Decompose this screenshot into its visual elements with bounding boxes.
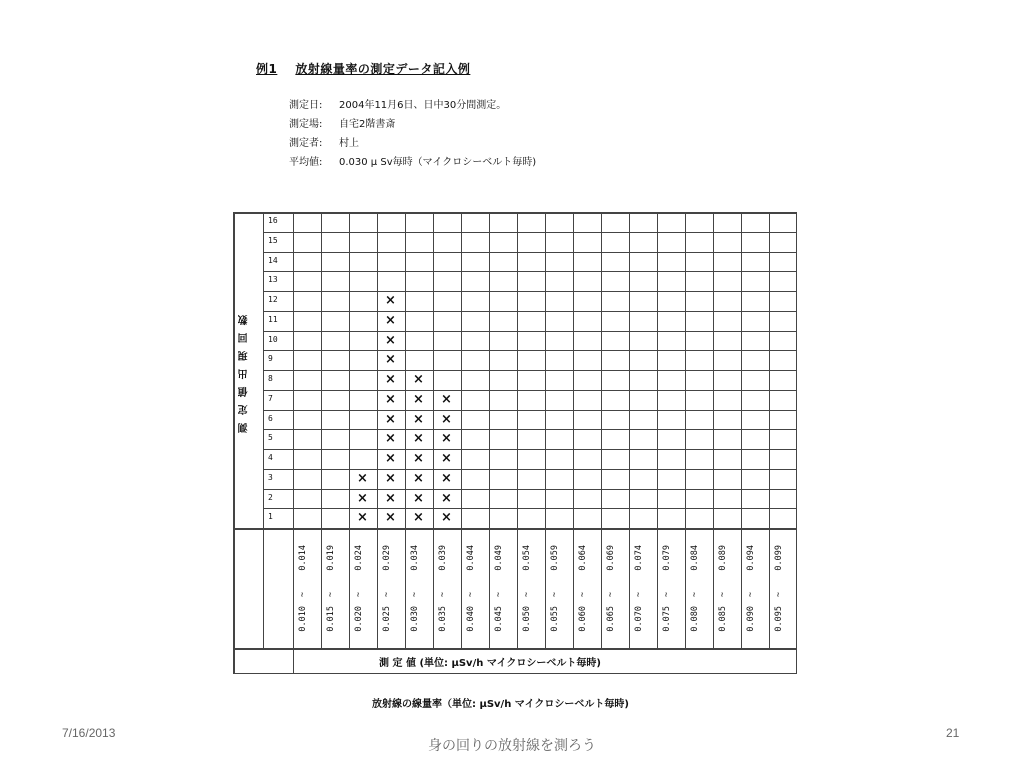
range-low-label: 0.015	[326, 606, 336, 632]
footer-page-number: 21	[946, 726, 960, 740]
grid-line	[263, 350, 797, 351]
info-value: 2004年11月6日、日中30分間測定。	[339, 100, 507, 111]
range-high-label: 0.049	[494, 545, 504, 571]
range-separator: ~	[522, 592, 532, 598]
row-label: 11	[268, 314, 278, 324]
range-low-label: 0.030	[410, 606, 420, 632]
grid-line	[263, 331, 797, 332]
range-low-label: 0.065	[606, 606, 616, 632]
range-separator: ~	[746, 592, 756, 598]
info-key: 測定者:	[289, 138, 323, 149]
tally-mark: ×	[413, 451, 424, 466]
range-low-label: 0.095	[774, 606, 784, 632]
range-high-label: 0.099	[774, 545, 784, 571]
info-row-date	[289, 96, 536, 115]
range-low-label: 0.055	[550, 606, 560, 632]
range-high-label: 0.084	[690, 545, 700, 571]
range-separator: ~	[550, 592, 560, 598]
range-high-label: 0.029	[382, 545, 392, 571]
grid-line	[233, 673, 797, 675]
grid-line	[293, 212, 294, 674]
tally-mark: ×	[413, 510, 424, 526]
range-high-label: 0.014	[298, 545, 308, 571]
range-high-label: 0.019	[326, 545, 336, 571]
range-low-label: 0.060	[578, 606, 588, 632]
range-separator: ~	[718, 592, 728, 598]
range-high-label: 0.039	[438, 545, 448, 571]
example-number: 例1	[256, 62, 278, 76]
grid-line	[233, 212, 235, 674]
range-separator: ~	[354, 592, 364, 598]
grid-line	[263, 508, 797, 509]
range-low-label: 0.075	[662, 606, 672, 632]
info-key: 測定場:	[289, 119, 323, 130]
range-high-label: 0.079	[662, 545, 672, 571]
tally-mark: ×	[385, 490, 396, 506]
tally-mark: ×	[385, 411, 396, 427]
grid-line	[233, 528, 797, 530]
tally-mark: ×	[413, 411, 424, 427]
range-high-label: 0.024	[354, 545, 364, 571]
info-row-average	[289, 153, 536, 172]
range-low-label: 0.070	[634, 606, 644, 632]
range-low-label: 0.080	[690, 606, 700, 632]
range-low-label: 0.085	[718, 606, 728, 632]
x-axis-label: 測 定 値 (単位: μSv/h マイクロシーベルト毎時)	[379, 658, 601, 669]
range-high-label: 0.034	[410, 545, 420, 571]
grid-line	[263, 429, 797, 430]
tally-mark: ×	[385, 391, 396, 407]
row-label: 8	[268, 374, 273, 383]
range-separator: ~	[326, 592, 336, 598]
row-label: 15	[268, 235, 278, 245]
range-separator: ~	[466, 592, 476, 598]
grid-line	[263, 489, 797, 490]
tally-mark: ×	[385, 332, 396, 348]
footer-title: 身の回りの放射線を測ろう	[428, 738, 596, 754]
range-low-label: 0.035	[438, 606, 448, 632]
tally-mark: ×	[413, 431, 424, 447]
grid-line	[263, 469, 797, 470]
row-label: 6	[268, 413, 273, 423]
range-separator: ~	[578, 592, 588, 598]
row-label: 12	[268, 295, 278, 304]
range-separator: ~	[410, 592, 420, 598]
range-separator: ~	[690, 592, 700, 598]
grid-line	[263, 311, 797, 312]
info-row-person	[289, 134, 536, 153]
info-key: 平均値:	[289, 157, 323, 168]
range-separator: ~	[662, 592, 672, 598]
range-high-label: 0.069	[606, 545, 616, 571]
range-high-label: 0.094	[746, 545, 756, 571]
tally-mark: ×	[385, 431, 396, 447]
tally-mark: ×	[385, 312, 396, 328]
range-low-label: 0.050	[522, 606, 532, 632]
tally-mark: ×	[357, 510, 368, 526]
row-label: 9	[268, 354, 273, 364]
tally-mark: ×	[441, 490, 452, 506]
grid-line	[263, 410, 797, 411]
range-low-label: 0.020	[354, 606, 364, 632]
grid-line	[263, 291, 797, 292]
range-separator: ~	[382, 592, 392, 598]
tally-mark: ×	[413, 470, 424, 486]
row-label: 5	[268, 433, 273, 443]
range-low-label: 0.040	[466, 606, 476, 632]
tally-mark: ×	[441, 510, 452, 526]
tally-mark: ×	[385, 510, 396, 526]
range-high-label: 0.089	[718, 545, 728, 571]
y-axis-label: 測定値出現回数	[239, 307, 250, 433]
info-key: 測定日:	[289, 100, 323, 111]
row-label: 3	[268, 472, 273, 482]
range-high-label: 0.054	[522, 545, 532, 571]
tally-mark: ×	[385, 451, 396, 466]
range-low-label: 0.090	[746, 606, 756, 632]
tally-mark: ×	[441, 411, 452, 427]
grid-line	[263, 449, 797, 450]
row-label: 16	[268, 216, 278, 225]
row-label: 7	[268, 393, 273, 403]
range-high-label: 0.059	[550, 545, 560, 571]
measurement-info	[289, 96, 536, 172]
tally-mark: ×	[385, 293, 396, 308]
range-separator: ~	[774, 592, 784, 598]
tally-mark: ×	[385, 352, 396, 368]
tally-mark: ×	[441, 451, 452, 466]
range-separator: ~	[606, 592, 616, 598]
info-value: 自宅2階書斎	[339, 119, 396, 130]
range-separator: ~	[438, 592, 448, 598]
info-row-place	[289, 115, 536, 134]
tally-mark: ×	[385, 470, 396, 486]
tally-mark: ×	[413, 391, 424, 407]
tally-mark: ×	[385, 372, 396, 387]
example-heading: 放射線量率の測定データ記入例	[295, 62, 471, 76]
frequency-table	[233, 212, 797, 674]
footer-date: 7/16/2013	[62, 726, 116, 740]
info-value: 0.030 μ Sv毎時（マイクロシーベルト毎時)	[339, 157, 537, 168]
table-caption: 放射線の線量率（単位: μSv/h マイクロシーベルト毎時)	[372, 699, 629, 710]
tally-mark: ×	[413, 490, 424, 506]
range-high-label: 0.044	[466, 545, 476, 571]
range-low-label: 0.010	[298, 606, 308, 632]
grid-line	[796, 212, 798, 674]
tally-mark: ×	[413, 372, 424, 387]
tally-mark: ×	[357, 470, 368, 486]
grid-line	[263, 390, 797, 391]
grid-line	[263, 370, 797, 371]
row-label: 10	[268, 334, 278, 344]
example-title	[256, 60, 470, 77]
tally-mark: ×	[357, 490, 368, 506]
grid-line	[233, 648, 797, 650]
range-separator: ~	[634, 592, 644, 598]
range-low-label: 0.025	[382, 606, 392, 632]
range-high-label: 0.064	[578, 545, 588, 571]
range-low-label: 0.045	[494, 606, 504, 632]
row-label: 1	[268, 512, 273, 522]
tally-mark: ×	[441, 391, 452, 407]
tally-mark: ×	[441, 470, 452, 486]
row-label: 2	[268, 492, 273, 502]
tally-mark: ×	[441, 431, 452, 447]
range-separator: ~	[494, 592, 504, 598]
range-separator: ~	[298, 592, 308, 598]
info-value: 村上	[339, 138, 359, 149]
range-high-label: 0.074	[634, 545, 644, 571]
row-label: 14	[268, 255, 278, 265]
row-label: 13	[268, 275, 278, 285]
grid-line	[263, 252, 797, 253]
grid-line	[263, 271, 797, 272]
row-label: 4	[268, 453, 273, 462]
grid-line	[263, 232, 797, 233]
